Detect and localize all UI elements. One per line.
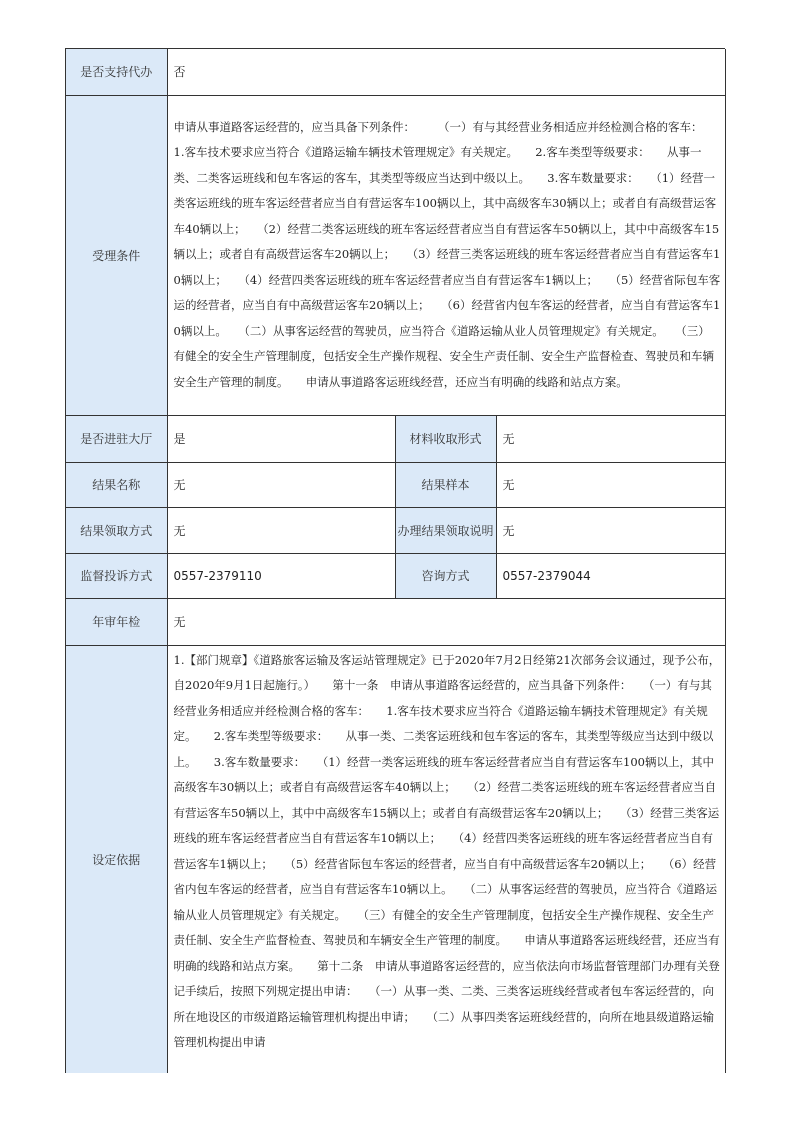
row-result-pickup [66, 507, 725, 553]
acceptance-conditions-text: 申请从事道路客运经营的，应当具备下列条件： （一）有与其经营业务相适应并经检测合格的客车： 1.客车技术要求应当符合《道路运输车辆技术管理规定》有关规定。 2.客车类型等级要求： 从事一类、二类客运班线和包车客运的客车，其类型等级应当达到中级以上。 3.客车数量要求： （1）经营一类客运班线的班车客运经营者应当自有营运客车100辆以上，其中高级客车30辆以上；或者自有高级营运客车40辆以上； （2）经营二类客运班线的班车客运经营者应当自有营运客车50辆以上，其中中高级客车15辆以上；或者自有高级营运客车20辆以上； （3）经营三类客运班线的班车客运经营者应当自有营运客车10辆以上； （4）经营四类客运班线的班车客运经营者应当自有营运客车1辆以上； （5）经营省际包车客运的经营者，应当自有中高级营运客车20辆以上； （6）经营省内包车客运的经营者，应当自有营运客车10辆以上。 （二）从事客运经营的驾驶员，应当符合《道路运输从业人员管理规定》有关规定。 （三）有健全的安全生产管理制度，包括安全生产操作规程、安全生产责任制、安全生产监督检查、驾驶员和车辆安全生产管理的制度。 申请从事道路客运班线经营，还应当有明确的线路和站点方案。 [167, 95, 725, 415]
complaint-label: 监督投诉方式 [66, 553, 167, 598]
row-agent-support [66, 49, 725, 95]
agent-support-label: 是否支持代办 [66, 49, 167, 95]
row-annual-review [66, 598, 725, 645]
row-legal-basis [66, 645, 725, 1073]
result-pickup-note-value: 无 [496, 507, 725, 553]
result-name-value: 无 [167, 462, 395, 507]
in-hall-value: 是 [167, 415, 395, 462]
result-pickup-label: 结果领取方式 [66, 507, 167, 553]
material-form-value: 无 [496, 415, 725, 462]
service-info-table [65, 48, 725, 1073]
in-hall-label: 是否进驻大厅 [66, 415, 167, 462]
result-sample-label: 结果样本 [395, 462, 496, 507]
inquiry-phone: 0557-2379044 [496, 553, 725, 598]
inquiry-label: 咨询方式 [395, 553, 496, 598]
legal-basis-label: 设定依据 [66, 645, 167, 1073]
annual-review-value: 无 [167, 598, 725, 645]
legal-basis-text: 1.【部门规章】《道路旅客运输及客运站管理规定》已于2020年7月2日经第21次部务会议通过，现予公布，自2020年9月1日起施行。） 第十一条 申请从事道路客运经营的，应当具备下列条件： （一）有与其经营业务相适应并经检测合格的客车： 1.客车技术要求应当符合《道路运输车辆技术管理规定》有关规定。 2.客车类型等级要求： 从事一类、二类客运班线和包车客运的客车，其类型等级应当达到中级以上。 3.客车数量要求： （1）经营一类客运班线的班车客运经营者应当自有营运客车100辆以上，其中高级客车30辆以上；或者自有高级营运客车40辆以上； （2）经营二类客运班线的班车客运经营者应当自有营运客车50辆以上，其中中高级客车15辆以上；或者自有高级营运客车20辆以上； （3）经营三类客运班线的班车客运经营者应当自有营运客车10辆以上； （4）经营四类客运班线的班车客运经营者应当自有营运客车1辆以上； （5）经营省际包车客运的经营者，应当自有中高级营运客车20辆以上； （6）经营省内包车客运的经营者，应当自有营运客车10辆以上。 （二）从事客运经营的驾驶员，应当符合《道路运输从业人员管理规定》有关规定。 （三）有健全的安全生产管理制度，包括安全生产操作规程、安全生产责任制、安全生产监督检查、驾驶员和车辆安全生产管理的制度。 申请从事道路客运班线经营，还应当有明确的线路和站点方案。 第十二条 申请从事道路客运经营的，应当依法向市场监督管理部门办理有关登记手续后，按照下列规定提出申请： （一）从事一类、二类、三类客运班线经营或者包车客运经营的，向所在地设区的市级道路运输管理机构提出申请； （二）从事四类客运班线经营的，向所在地县级道路运输管理机构提出申请 [167, 645, 725, 1073]
result-name-label: 结果名称 [66, 462, 167, 507]
result-pickup-note-label: 办理结果领取说明 [395, 507, 496, 553]
annual-review-label: 年审年检 [66, 598, 167, 645]
row-hall [66, 415, 725, 462]
complaint-phone: 0557-2379110 [167, 553, 395, 598]
row-acceptance-conditions [66, 95, 725, 415]
row-complaint [66, 553, 725, 598]
row-result-name [66, 462, 725, 507]
material-form-label: 材料收取形式 [395, 415, 496, 462]
acceptance-conditions-label: 受理条件 [66, 95, 167, 415]
result-sample-value: 无 [496, 462, 725, 507]
agent-support-value: 否 [167, 49, 725, 95]
result-pickup-value: 无 [167, 507, 395, 553]
